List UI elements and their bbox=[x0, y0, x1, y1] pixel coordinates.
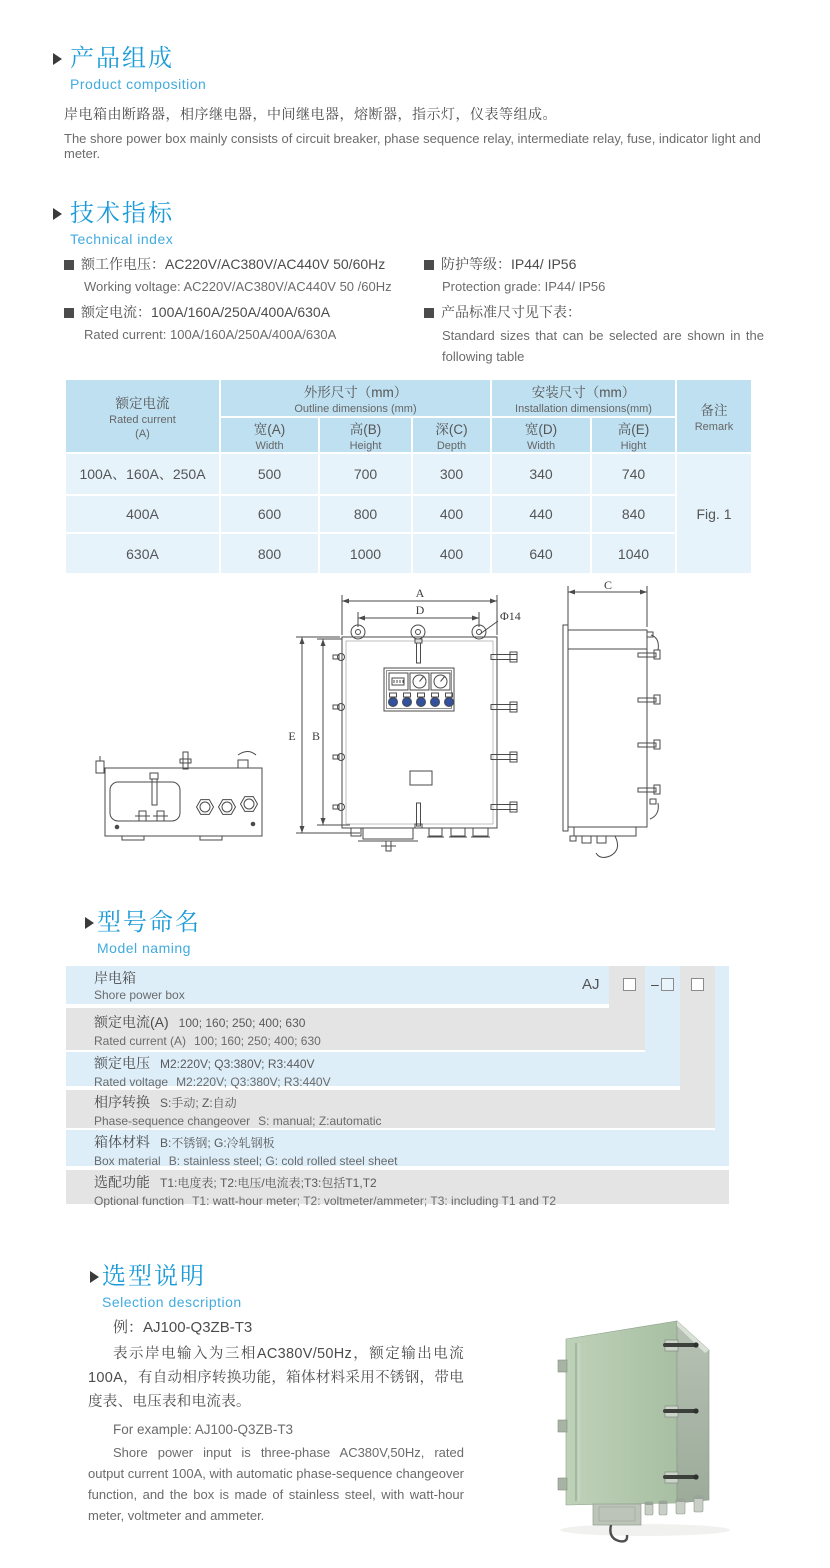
bullet-square-icon bbox=[424, 308, 434, 318]
spec-protection-grade-cn: 防护等级：IP44/ IP56 bbox=[424, 254, 576, 274]
naming-row-box-material: 箱体材料 B:不锈钢; G:冷轧钢板 Box material B: stainless steel; G: cold rolled steel sheet bbox=[94, 1134, 398, 1168]
table-cell: 340 bbox=[492, 454, 590, 494]
spec-working-voltage-en: Working voltage: AC220V/AC380V/AC440V 50 /60Hz bbox=[84, 279, 392, 294]
table-cell: 1000 bbox=[320, 534, 411, 573]
table-cell: 400 bbox=[413, 496, 490, 532]
table-cell: 840 bbox=[592, 496, 675, 532]
section-title-en: Selection description bbox=[102, 1294, 242, 1310]
bullet-square-icon bbox=[64, 308, 74, 318]
section-title-cn: 选型说明 bbox=[102, 1263, 206, 1290]
table-row-current: 400A bbox=[66, 496, 219, 532]
section-title-cn: 技术指标 bbox=[70, 200, 174, 227]
section-arrow-icon bbox=[53, 208, 62, 220]
product-photo-shore-power-box bbox=[545, 1298, 810, 1556]
naming-row-phase-sequence: 相序转换 S:手动; Z:自动 Phase-sequence changeover S: manual; Z:automatic bbox=[94, 1094, 382, 1128]
table-cell: 700 bbox=[320, 454, 411, 494]
dim-label-e: E bbox=[288, 729, 296, 743]
spec-standard-sizes-en: Standard sizes that can be selected are shown in the following table bbox=[442, 328, 764, 364]
model-code-box-2 bbox=[661, 978, 674, 991]
section-title-cn: 型号命名 bbox=[97, 909, 201, 936]
size-table-header-rated-current: 额定电流 Rated current (A) bbox=[66, 380, 219, 452]
size-table-subheader-depth-c: 深(C) Depth bbox=[413, 418, 490, 452]
section-model-naming-header bbox=[97, 910, 201, 956]
bullet-square-icon bbox=[64, 260, 74, 270]
section-technical-index-header bbox=[70, 201, 174, 247]
bullet-square-icon bbox=[424, 260, 434, 270]
section-title-cn: 产品组成 bbox=[70, 45, 174, 72]
table-row-current: 630A bbox=[66, 534, 219, 573]
table-cell: 800 bbox=[221, 534, 318, 573]
section-product-composition-header bbox=[70, 46, 206, 92]
table-cell: 440 bbox=[492, 496, 590, 532]
model-code-box-3 bbox=[691, 978, 704, 991]
spec-working-voltage-cn: 额工作电压：AC220V/AC380V/AC440V 50/60Hz bbox=[64, 254, 385, 274]
naming-row-rated-voltage: 额定电压 M2:220V; Q3:380V; R3:440V Rated voltage M2:220V; Q3:380V; R3:440V bbox=[94, 1055, 331, 1089]
section-arrow-icon bbox=[90, 1271, 99, 1283]
table-cell: 740 bbox=[592, 454, 675, 494]
model-code-dash: – bbox=[651, 976, 659, 992]
table-row-current: 100A、160A、250A bbox=[66, 454, 219, 494]
spec-rated-current-en: Rated current: 100A/160A/250A/400A/630A bbox=[84, 327, 337, 342]
spec-protection-grade-en: Protection grade: IP44/ IP56 bbox=[442, 279, 606, 294]
size-table-subheader-height-e: 高(E) Hight bbox=[592, 418, 675, 452]
naming-row-optional-function: 选配功能 T1:电度表; T2:电压/电流表;T3:包括T1,T2 Optional function T1: watt-hour meter; T2: voltmeter/ammeter; T3: including T1 and T2 bbox=[94, 1174, 556, 1208]
size-table-subheader-height-b: 高(B) Height bbox=[320, 418, 411, 452]
table-cell: 300 bbox=[413, 454, 490, 494]
spec-standard-sizes-cn: 产品标准尺寸见下表： bbox=[424, 302, 581, 322]
selection-body-en: Shore power input is three-phase AC380V,50Hz, rated output current 100A, with automatic phase-sequence changeover function, and the box is made of stainless steel, with watt-hour meter, voltmeter and ammeter. bbox=[88, 1445, 464, 1523]
selection-example-en: For example: AJ100-Q3ZB-T3 bbox=[113, 1422, 294, 1437]
table-cell: 1040 bbox=[592, 534, 675, 573]
section-arrow-icon bbox=[85, 917, 94, 929]
size-table-header-remark: 备注 Remark bbox=[677, 380, 751, 452]
size-table bbox=[66, 380, 751, 573]
table-cell: 800 bbox=[320, 496, 411, 532]
model-naming-diagram bbox=[66, 966, 729, 1208]
cabinet-front-panel bbox=[566, 1321, 677, 1505]
table-cell: 600 bbox=[221, 496, 318, 532]
composition-body-cn: 岸电箱由断路器，相序继电器，中间继电器，熔断器，指示灯，仪表等组成。 bbox=[64, 106, 557, 122]
dim-label-d: D bbox=[415, 603, 425, 617]
section-arrow-icon bbox=[53, 53, 62, 65]
dim-label-a: A bbox=[415, 586, 425, 600]
size-table-header-outline: 外形尺寸（mm） Outline dimensions (mm) bbox=[221, 380, 490, 416]
section-selection-description-header bbox=[102, 1264, 242, 1310]
selection-body-cn: 表示岸电输入为三相AC380V/50Hz，额定输出电流100A，有自动相序转换功能，箱体材料采用不锈钢，带电度表、电压表和电流表。 bbox=[88, 1346, 464, 1410]
naming-row-rated-current: 额定电流(A) 100; 160; 250; 400; 630 Rated current (A) 100; 160; 250; 400; 630 bbox=[94, 1014, 321, 1048]
section-title-en: Model naming bbox=[97, 940, 191, 956]
selection-example-cn: 例：AJ100-Q3ZB-T3 bbox=[113, 1319, 253, 1336]
dim-label-c: C bbox=[603, 578, 613, 592]
cabinet-hinges bbox=[558, 1360, 567, 1490]
section-title-en: Product composition bbox=[70, 76, 207, 92]
model-code-box-1 bbox=[623, 978, 636, 991]
composition-body-en: The shore power box mainly consists of circuit breaker, phase sequence relay, intermediate relay, fuse, indicator light and meter. bbox=[64, 131, 761, 161]
spec-rated-current-cn: 额定电流：100A/160A/250A/400A/630A bbox=[64, 302, 330, 322]
selection-text-block bbox=[88, 1316, 464, 1526]
size-table-subheader-width-a: 宽(A) Width bbox=[221, 418, 318, 452]
naming-row-shore-power-box: 岸电箱 Shore power box bbox=[94, 970, 185, 1002]
table-cell: 500 bbox=[221, 454, 318, 494]
dim-label-b: B bbox=[311, 729, 321, 743]
dim-label-hole: Φ14 bbox=[500, 609, 521, 623]
size-table-subheader-width-d: 宽(D) Width bbox=[492, 418, 590, 452]
section-title-en: Technical index bbox=[70, 231, 174, 247]
technical-drawing-fig1 bbox=[70, 575, 770, 885]
size-table-header-installation: 安装尺寸（mm） Installation dimensions(mm) bbox=[492, 380, 675, 416]
model-prefix: AJ bbox=[582, 976, 600, 993]
table-cell: 400 bbox=[413, 534, 490, 573]
table-remark-cell: Fig. 1 bbox=[677, 454, 751, 573]
table-cell: 640 bbox=[492, 534, 590, 573]
